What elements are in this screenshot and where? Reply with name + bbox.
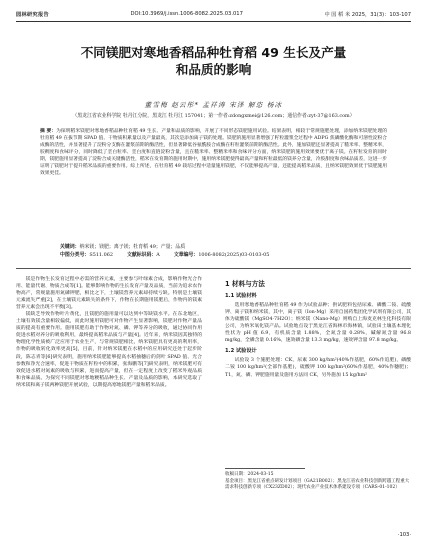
- subsection-heading-1-1: 1.1 试验材料: [225, 293, 257, 300]
- abstract: [40, 128, 387, 177]
- abstract-label: 摘 要：: [40, 129, 57, 134]
- abstract-text: 为探明稻米镁肥对寒地香稻品种牡育稻 49 生长、产量和品质的影响，开展了不同形态镁肥施用试验。结果表明，相较于常规施肥处理，添加纳米镁肥处理的牡育稻 49 在拔节期 SPAD 值、干物质积累量以及产量最高，其次是添加离子镁的处理。镁肥的施用显著增强了籽粒灌浆全过程中 ADPG 焦磷酸化酶和可溶性淀粉合成酶的活性，并显著提升了淀粉分支酶在灌浆前期的酶活性，但显著降低谷氨酰胺合成酶在籽粒灌浆前期的酶活性。此外，施加镁肥还显著提高了糙米率、整精米率，胶稠度和食味评分，同时降低了垩白粒率、垩白度和直链淀粉含量，且在糙米率、整精米率和食味评分方面，纳米镁肥的施用效果要优于离子镁。在籽粒发育的同时期，镁肥施用显著提高了淀粉合成关键酶活性，稻米在发育期的施用时期中，施用纳米镁肥使得最高产量和籽粒最低的镁养分含量，冷胶甜度和食味品质差，这进一步证明了镁肥对于提升稻米品质的重要作用。综上所述，在牡育稻 49 栽培过程中适量施用镁肥，不仅能够提高产量，还能提高稻米品质，且纳米镁肥效果优于镁肥施用效果更佳。: [40, 129, 387, 177]
- subsection-heading-1-2: 1.2 试验设计: [225, 348, 257, 355]
- journal-section-label: 园林研究报告: [16, 11, 49, 18]
- clc-value: S511.062: [89, 251, 113, 258]
- title-line-1: 不同镁肥对寒地香稻品种牡育稻 49 生长及产量: [80, 45, 347, 60]
- header-rule: [16, 21, 411, 22]
- keywords-text: 纳米镁；镁肥；离子镁；牡育稻 49；产量；品质: [79, 244, 186, 250]
- keywords-row: [60, 244, 387, 252]
- doc-code-label: 文献标识码：: [126, 251, 157, 258]
- doc-code-value: A: [156, 251, 160, 258]
- classification-row: [60, 252, 387, 260]
- received-date: 收稿日期：2024-03-15: [225, 472, 274, 477]
- body-column-right: [225, 276, 411, 379]
- design-paragraph: 试验设 3 个施肥处理：CK，尿素 300 kg/hm²(40%作基肥，60%作追肥)，磷酸二铵 100 kg/hm²(全部作基肥)，硫酸钾 100 kg/hm²(60%作基肥，40%作穗肥)；T1，氮、磷、钾肥施用量及施用方法同 CK，另外施加 15 kg/hm²: [225, 358, 411, 378]
- article-number-label: 文章编号：: [173, 251, 199, 258]
- article-meta: [60, 244, 387, 259]
- clc-label: 中图分类号：: [60, 251, 90, 258]
- intro-paragraph-2: 镁缺乏导致作物叶片黄化，且镁肥的施用量可以达到中等缺镁水平。在东北地区，土壤有效镁含量相较偏低，而此时施用镁肥可对作物产生显著影响，镁肥对作物产量品质的提高有重要作用。施用镁肥有助于作物对氮、磷、钾等养分的吸收，通过协同作用促进水稻对养分的吸收利用，最终提高稻米品质与产量[4]。近年来，纳米镁因其独特的物理化学性质被广泛应用于农业生产，与常规镁肥相比，纳米镁肥具有更高的利用率，作物的吸收转化效率更高[5]，目前，针对纳米镁肥在水稻中的应用研究还处于起步阶段，陈志青等[6]研究表明，施用纳米镁肥能够提高水稻抽穗后的剑叶 SPAD 值、光合参数和净光合速率，促进干物质在籽粒中的积累，张海鹏等[7]研究表明，纳米镁肥可有效促进水稻对氮素的吸收与积累，进而提高产量，但在一定程度上改变了稻米外观品质和食味品质。为探究不同镁肥对寒地粳稻品种生长、产量及品质的影响，本研究选取了纳米镁和离子镁两种镁肥开展试验，以期提高寒地镁肥产量和稻米品质。: [16, 312, 202, 388]
- article-number-value: 1006-8082(2025)03-0103-05: [198, 251, 270, 258]
- title-line-2: 和品质的影响: [175, 62, 252, 77]
- body-column-left: [16, 276, 202, 389]
- footnote: [225, 472, 411, 492]
- doi-text: DOI:10.3969/j.issn.1006-8082.2025.03.017: [130, 11, 243, 17]
- intro-paragraph-1: 镁是作物生长发育过程中必需的营养元素，主要参与叶绿素合成，影响作物光合作用、能量代谢、物质合成等[1]。能够影响作物的生长发育产量及品质，当前为追求农作物高产，常规量施用氮磷钾肥，相比之下，土壤镁营养元素却持续亏缺。特别是土壤镁元素流失严重[2]，在土壤镁元素缺失的条件下，作物在长期施用镁肥后，作物内的镁素营养元素会出现不平衡[3]。: [16, 277, 202, 311]
- page-number: ·103·: [397, 532, 411, 538]
- article-title: [30, 44, 397, 78]
- issue-text: 中 国 稻 米 2025，31(3)：103-107: [324, 11, 411, 18]
- meta-rule: [16, 268, 411, 269]
- author-list: 董雪梅 赵云彤* 孟祥涛 宋泽 解恣 杨冰: [144, 101, 283, 109]
- materials-paragraph: 选用寒地香稻品种牡育稻 49 作为试验品种；供试肥料包括尿素、磷酸二铵、硫酸钾、离子镁和纳米镁，其中，离子镁（Ion-Mg）采用自国药集团化学试剂有限公司，其体为硫酸镁（MgSO4·7H2O）；纳米镁（Nano-Mg）则购自上海麦克林生化科技有限公司，为纳米氧化镁产品。试验地点设于黑龙江省海林市海林镇，试验田土壤基本理化性状为 pH 值 6.9，有机质含量 1.88%，全氮含量 0.28%，碱解氮含量 96.8 mg/kg，全磷含量 0.16%，速效磷含量 13.3 mg/kg，速效钾含量 97.8 mg/kg。: [225, 303, 411, 344]
- keywords-label: 关键词：: [60, 244, 80, 250]
- affiliation: （黑龙江省农业科学院 牡丹江分院，黑龙江 牡丹江 157041；第一作者:zdongxmei@126.com；通信作者:zyt-37@163.com）: [72, 113, 355, 119]
- footnote-rule: [225, 468, 305, 469]
- fund-info: 基金项目：黑龙江省重点研发计划项目（GA21B002）；黑龙江省农业科技创新跨越工程重大需求科技创新专项（CX23ZD02）；现代农业产业技术体系建设专项（CARS-01-102）: [225, 478, 410, 491]
- running-header: [16, 8, 411, 20]
- section-heading-1: 1 材料与方法: [225, 280, 265, 288]
